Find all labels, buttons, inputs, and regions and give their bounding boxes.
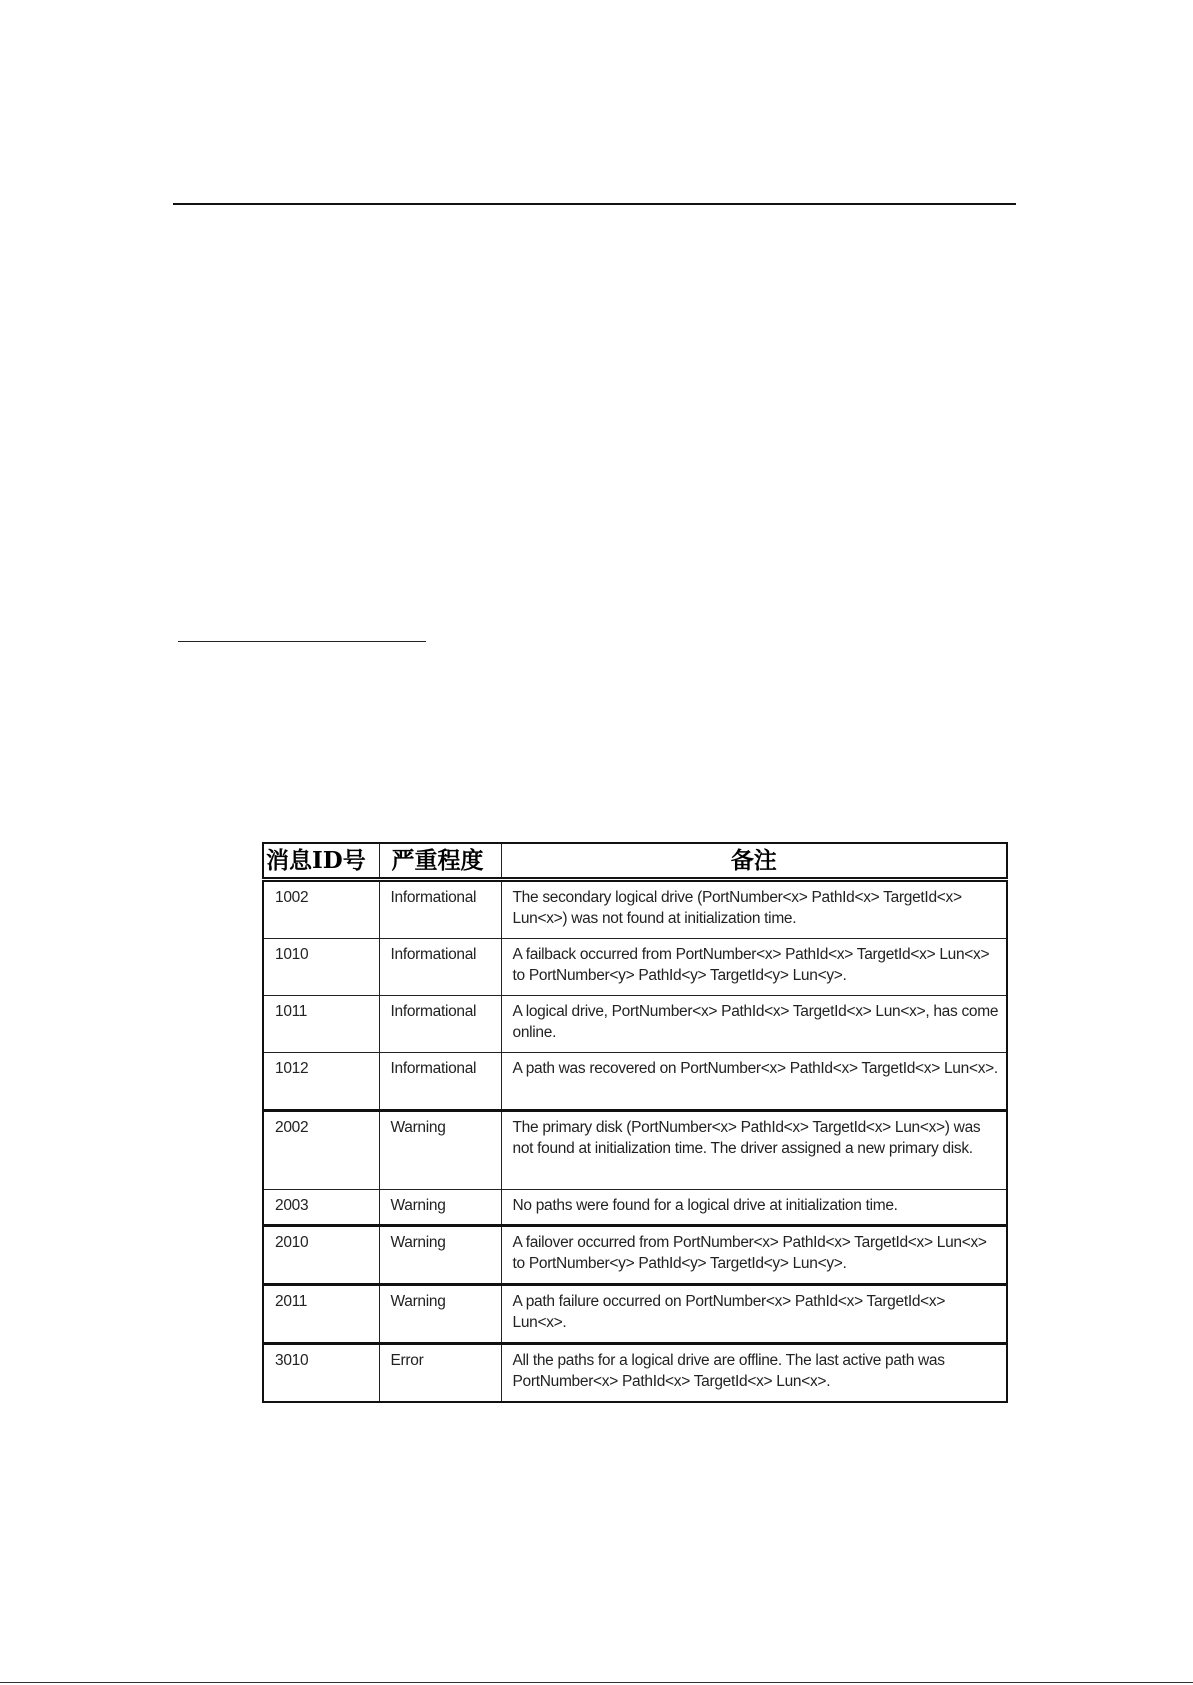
note-cell: The primary disk (PortNumber<x> PathId<x> TargetId<x> Lun<x>) was not found at initialization time. The driver assigned a new primary disk. [501, 1111, 1007, 1190]
table-row [263, 880, 1007, 939]
message-id-cell: 1002 [263, 880, 379, 939]
table-row [263, 1285, 1007, 1344]
message-id-cell: 2003 [263, 1190, 379, 1226]
note-cell: No paths were found for a logical drive at initialization time. [501, 1190, 1007, 1226]
table-row [263, 1190, 1007, 1226]
footer-rule [0, 1682, 1193, 1683]
severity-cell: Warning [379, 1226, 501, 1285]
note-cell: A logical drive, PortNumber<x> PathId<x> TargetId<x> Lun<x>, has come online. [501, 996, 1007, 1053]
severity-cell: Informational [379, 939, 501, 996]
message-id-cell: 1012 [263, 1053, 379, 1111]
note-cell: A failback occurred from PortNumber<x> PathId<x> TargetId<x> Lun<x> to PortNumber<y> PathId<y> TargetId<y> Lun<y>. [501, 939, 1007, 996]
severity-cell: Informational [379, 996, 501, 1053]
severity-cell: Informational [379, 880, 501, 939]
message-id-cell: 2010 [263, 1226, 379, 1285]
header-severity: 严重程度 [379, 843, 501, 880]
note-cell: The secondary logical drive (PortNumber<x> PathId<x> TargetId<x> Lun<x>) was not found at initialization time. [501, 880, 1007, 939]
message-id-cell: 3010 [263, 1344, 379, 1403]
message-id-cell: 1011 [263, 996, 379, 1053]
table-row [263, 939, 1007, 996]
note-cell: All the paths for a logical drive are offline. The last active path was PortNumber<x> PathId<x> TargetId<x> Lun<x>. [501, 1344, 1007, 1403]
message-id-cell: 2002 [263, 1111, 379, 1190]
message-id-cell: 1010 [263, 939, 379, 996]
table-row [263, 996, 1007, 1053]
header-message-id: 消息ID号 [263, 843, 379, 880]
severity-cell: Error [379, 1344, 501, 1403]
message-id-cell: 2011 [263, 1285, 379, 1344]
table-row [263, 1053, 1007, 1111]
table-row [263, 1226, 1007, 1285]
severity-cell: Warning [379, 1285, 501, 1344]
header-rule [173, 203, 1016, 205]
note-cell: A failover occurred from PortNumber<x> PathId<x> TargetId<x> Lun<x> to PortNumber<y> PathId<y> TargetId<y> Lun<y>. [501, 1226, 1007, 1285]
severity-cell: Warning [379, 1190, 501, 1226]
table-header-row [263, 843, 1007, 880]
note-cell: A path failure occurred on PortNumber<x> PathId<x> TargetId<x> Lun<x>. [501, 1285, 1007, 1344]
section-rule [178, 641, 426, 642]
table-row [263, 1344, 1007, 1403]
message-table [262, 842, 1008, 1403]
note-cell: A path was recovered on PortNumber<x> PathId<x> TargetId<x> Lun<x>. [501, 1053, 1007, 1111]
severity-cell: Informational [379, 1053, 501, 1111]
severity-cell: Warning [379, 1111, 501, 1190]
header-note: 备注 [501, 843, 1007, 880]
table-row [263, 1111, 1007, 1190]
